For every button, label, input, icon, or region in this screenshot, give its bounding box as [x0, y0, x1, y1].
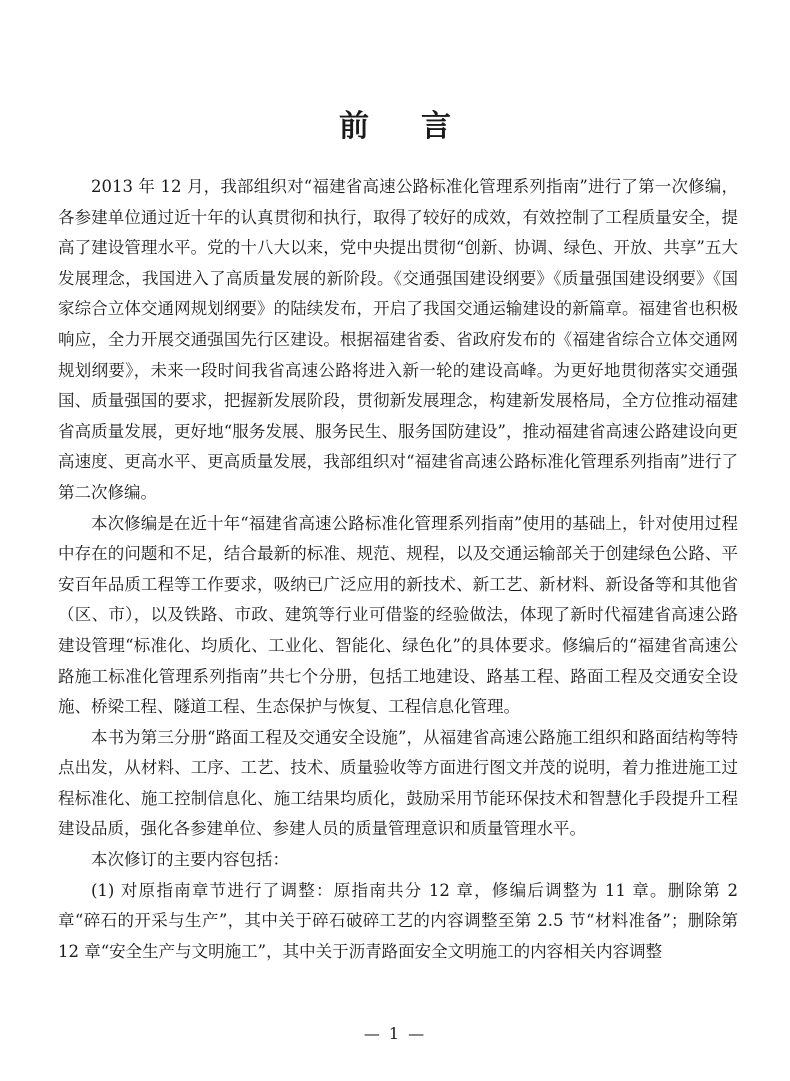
paragraph: 本书为第三分册“路面工程及交通安全设施”，从福建省高速公路施工组织和路面结构等特点出发，从材料、工序、工艺、技术、质量验收等方面进行图文并茂的说明，着力推进施工过程标准化、施工控制信息化、施工结果均质化，鼓励采用节能环保技术和智慧化手段提升工程建设品质，强化各参建单位、参建人员的质量管理意识和质量管理水平。 — [58, 727, 738, 839]
paragraph: 本次修订的主要内容包括： — [91, 850, 289, 870]
body-text — [58, 172, 738, 967]
paragraph: 本次修编是在近十年“福建省高速公路标准化管理系列指南”使用的基础上，针对使用过程中存在的问题和不足，结合最新的标准、规范、规程，以及交通运输部关于创建绿色公路、平安百年品质工程等工作要求，吸纳已广泛应用的新技术、新工艺、新材料、新设备等和其他省（区、市），以及铁路、市政、建筑等行业可借鉴的经验做法，体现了新时代福建省高速公路建设管理“标准化、均质化、工业化、智能化、绿色化”的具体要求。修编后的“福建省高速公路施工标准化管理系列指南”共七个分册，包括工地建设、路基工程、路面工程及交通安全设施、桥梁工程、隧道工程、生态保护与恢复、工程信息化管理。 — [58, 513, 738, 717]
paragraph: 2013 年 12 月，我部组织对“福建省高速公路标准化管理系列指南”进行了第一次修编，各参建单位通过近十年的认真贯彻和执行，取得了较好的成效，有效控制了工程质量安全，提高了建设管理水平。党的十八大以来，党中央提出贯彻“创新、协调、绿色、开放、共享”五大发展理念，我国进入了高质量发展的新阶段。《交通强国建设纲要》《质量强国建设纲要》《国家综合立体交通网规划纲要》的陆续发布，开启了我国交通运输建设的新篇章。福建省也积极响应，全力开展交通强国先行区建设。根据福建省委、省政府发布的《福建省综合立体交通网规划纲要》，未来一段时间我省高速公路将进入新一轮的建设高峰。为更好地贯彻落实交通强国、质量强国的要求，把握新发展阶段，贯彻新发展理念，构建新发展格局，全方位推动福建省高质量发展，更好地“服务发展、服务民生、服务国防建设”，推动福建省高速公路建设向更高速度、更高水平、更高质量发展，我部组织对“福建省高速公路标准化管理系列指南”进行了第二次修编。 — [58, 177, 738, 502]
page-number: — 1 — — [363, 1024, 427, 1043]
page-title: 前言 — [339, 109, 503, 144]
paragraph: (1) 对原指南章节进行了调整：原指南共分 12 章，修编后调整为 11 章。删除第 2 章“碎石的开采与生产”，其中关于碎石破碎工艺的内容调整至第 2.5 节“材料准备”；删除第 12 章“安全生产与文明施工”，其中关于沥青路面安全文明施工的内容相关内容调整 — [58, 880, 738, 961]
